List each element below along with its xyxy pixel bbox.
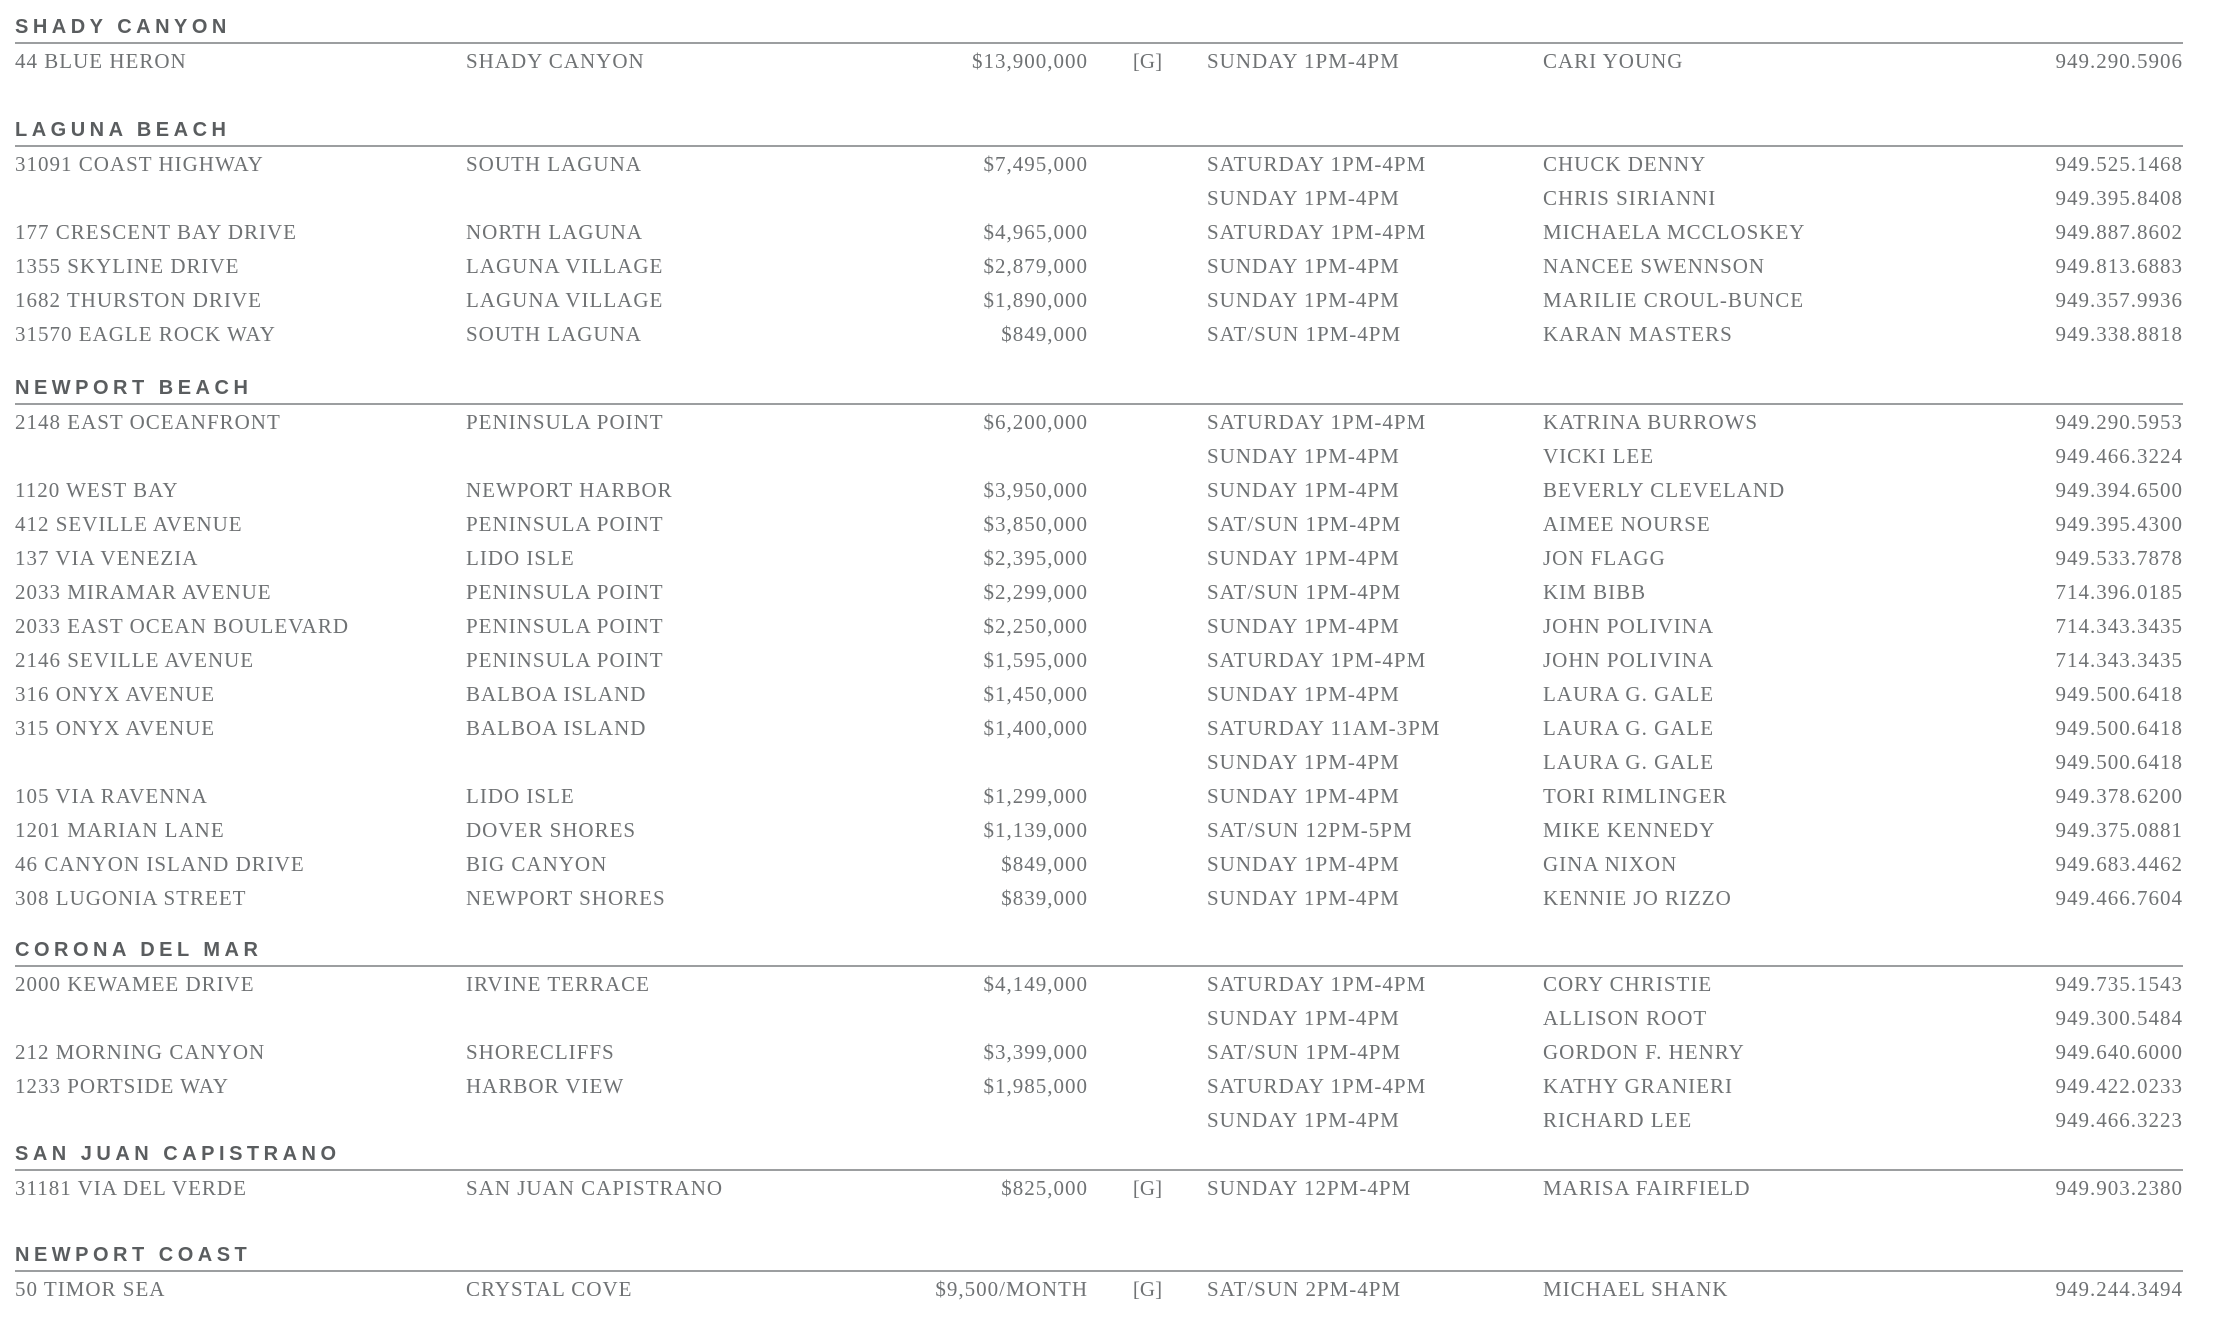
listing-neighborhood: SOUTH LAGUNA bbox=[466, 151, 642, 176]
listing-price: $4,965,000 bbox=[983, 219, 1088, 244]
listing-row bbox=[15, 541, 2183, 575]
listing-row bbox=[15, 575, 2183, 609]
listing-address: 315 ONYX AVENUE bbox=[15, 715, 216, 740]
city-section bbox=[15, 10, 2183, 78]
agent-name: TORI RIMLINGER bbox=[1543, 783, 1728, 808]
agent-name: BEVERLY CLEVELAND bbox=[1543, 477, 1786, 502]
listing-address: 31570 EAGLE ROCK WAY bbox=[15, 321, 276, 346]
listing-neighborhood: BALBOA ISLAND bbox=[466, 681, 647, 706]
listing-neighborhood: SHORECLIFFS bbox=[466, 1039, 615, 1064]
listing-extra-showing-row bbox=[15, 439, 2183, 473]
agent-name: KATHY GRANIERI bbox=[1543, 1073, 1733, 1098]
listing-address: 31181 VIA DEL VERDE bbox=[15, 1175, 247, 1200]
agent-phone: 949.357.9936 bbox=[2055, 287, 2183, 312]
city-section bbox=[15, 933, 2183, 1137]
city-section bbox=[15, 1137, 2183, 1205]
listing-price: $7,495,000 bbox=[983, 151, 1088, 176]
open-house-time: SUNDAY 1PM-4PM bbox=[1207, 545, 1400, 570]
open-house-time: SUNDAY 1PM-4PM bbox=[1207, 783, 1400, 808]
listing-price: $1,400,000 bbox=[983, 715, 1088, 740]
open-house-time: SUNDAY 1PM-4PM bbox=[1207, 613, 1400, 638]
listing-address: 2000 KEWAMEE DRIVE bbox=[15, 971, 255, 996]
listing-row bbox=[15, 1272, 2183, 1306]
listing-row bbox=[15, 283, 2183, 317]
listing-neighborhood: LAGUNA VILLAGE bbox=[466, 287, 664, 312]
city-section-title: NEWPORT COAST bbox=[15, 1238, 2183, 1272]
open-house-time: SUNDAY 1PM-4PM bbox=[1207, 1005, 1400, 1030]
agent-phone: 714.396.0185 bbox=[2055, 579, 2183, 604]
listing-row bbox=[15, 643, 2183, 677]
listing-address: 2146 SEVILLE AVENUE bbox=[15, 647, 255, 672]
listing-price: $1,985,000 bbox=[983, 1073, 1088, 1098]
agent-phone: 949.813.6883 bbox=[2055, 253, 2183, 278]
listing-address: 105 VIA RAVENNA bbox=[15, 783, 208, 808]
listing-price: $1,890,000 bbox=[983, 287, 1088, 312]
listing-address: 308 LUGONIA STREET bbox=[15, 885, 247, 910]
agent-name: RICHARD LEE bbox=[1543, 1107, 1693, 1132]
listing-price: $2,299,000 bbox=[983, 579, 1088, 604]
listing-neighborhood: PENINSULA POINT bbox=[466, 511, 664, 536]
agent-name: ALLISON ROOT bbox=[1543, 1005, 1708, 1030]
agent-name: CARI YOUNG bbox=[1543, 48, 1684, 73]
listing-neighborhood: SHADY CANYON bbox=[466, 48, 645, 73]
agent-name: VICKI LEE bbox=[1543, 443, 1655, 468]
listing-row bbox=[15, 44, 2183, 78]
agent-phone: 949.640.6000 bbox=[2055, 1039, 2183, 1064]
listing-neighborhood: NORTH LAGUNA bbox=[466, 219, 643, 244]
agent-name: LAURA G. GALE bbox=[1543, 749, 1715, 774]
listing-price: $6,200,000 bbox=[983, 409, 1088, 434]
listing-address: 46 CANYON ISLAND DRIVE bbox=[15, 851, 305, 876]
listing-price: $2,395,000 bbox=[983, 545, 1088, 570]
agent-phone: 949.466.3224 bbox=[2055, 443, 2183, 468]
listing-neighborhood: CRYSTAL COVE bbox=[466, 1276, 633, 1301]
listing-row bbox=[15, 881, 2183, 915]
listing-address: 137 VIA VENEZIA bbox=[15, 545, 199, 570]
listing-address: 1201 MARIAN LANE bbox=[15, 817, 225, 842]
listing-price: $3,399,000 bbox=[983, 1039, 1088, 1064]
open-house-time: SATURDAY 11AM-3PM bbox=[1207, 715, 1441, 740]
open-house-time: SUNDAY 1PM-4PM bbox=[1207, 749, 1400, 774]
listing-row bbox=[15, 473, 2183, 507]
agent-phone: 949.887.8602 bbox=[2055, 219, 2183, 244]
listing-neighborhood: LIDO ISLE bbox=[466, 783, 575, 808]
listing-address: 1355 SKYLINE DRIVE bbox=[15, 253, 240, 278]
agent-phone: 949.466.7604 bbox=[2055, 885, 2183, 910]
city-section bbox=[15, 1238, 2183, 1306]
listing-address: 2148 EAST OCEANFRONT bbox=[15, 409, 281, 434]
agent-name: LAURA G. GALE bbox=[1543, 715, 1715, 740]
agent-name: AIMEE NOURSE bbox=[1543, 511, 1711, 536]
listing-price: $13,900,000 bbox=[972, 48, 1088, 73]
agent-phone: 949.290.5906 bbox=[2055, 48, 2183, 73]
listing-address: 2033 EAST OCEAN BOULEVARD bbox=[15, 613, 349, 638]
agent-name: MARISA FAIRFIELD bbox=[1543, 1175, 1751, 1200]
agent-name: MIKE KENNEDY bbox=[1543, 817, 1716, 842]
open-house-time: SUNDAY 1PM-4PM bbox=[1207, 48, 1400, 73]
open-house-time: SUNDAY 1PM-4PM bbox=[1207, 253, 1400, 278]
open-house-time: SATURDAY 1PM-4PM bbox=[1207, 1073, 1427, 1098]
listing-extra-showing-row bbox=[15, 745, 2183, 779]
listing-row bbox=[15, 215, 2183, 249]
listing-price: $839,000 bbox=[1001, 885, 1088, 910]
agent-name: CORY CHRISTIE bbox=[1543, 971, 1713, 996]
open-house-time: SATURDAY 1PM-4PM bbox=[1207, 219, 1427, 244]
open-house-time: SUNDAY 1PM-4PM bbox=[1207, 681, 1400, 706]
agent-name: MICHAELA MCCLOSKEY bbox=[1543, 219, 1806, 244]
listing-neighborhood: NEWPORT HARBOR bbox=[466, 477, 673, 502]
open-house-time: SUNDAY 1PM-4PM bbox=[1207, 287, 1400, 312]
listing-row bbox=[15, 711, 2183, 745]
listing-neighborhood: SAN JUAN CAPISTRANO bbox=[466, 1175, 724, 1200]
city-section-title: SAN JUAN CAPISTRANO bbox=[15, 1137, 2183, 1171]
open-house-time: SAT/SUN 2PM-4PM bbox=[1207, 1276, 1402, 1301]
listing-extra-showing-row bbox=[15, 181, 2183, 215]
listing-address: 177 CRESCENT BAY DRIVE bbox=[15, 219, 298, 244]
agent-name: CHRIS SIRIANNI bbox=[1543, 185, 1717, 210]
agent-phone: 949.903.2380 bbox=[2055, 1175, 2183, 1200]
agent-name: MICHAEL SHANK bbox=[1543, 1276, 1729, 1301]
listing-neighborhood: LIDO ISLE bbox=[466, 545, 575, 570]
listing-row bbox=[15, 847, 2183, 881]
open-house-time: SAT/SUN 1PM-4PM bbox=[1207, 1039, 1402, 1064]
listing-price: $825,000 bbox=[1001, 1175, 1088, 1200]
listing-row bbox=[15, 779, 2183, 813]
agent-name: CHUCK DENNY bbox=[1543, 151, 1707, 176]
listing-neighborhood: PENINSULA POINT bbox=[466, 409, 664, 434]
listing-price: $4,149,000 bbox=[983, 971, 1088, 996]
listing-row bbox=[15, 1035, 2183, 1069]
listing-row bbox=[15, 677, 2183, 711]
listing-price: $3,950,000 bbox=[983, 477, 1088, 502]
city-section-title: SHADY CANYON bbox=[15, 10, 2183, 44]
listing-price: $849,000 bbox=[1001, 321, 1088, 346]
listing-row bbox=[15, 1069, 2183, 1103]
listing-neighborhood: NEWPORT SHORES bbox=[466, 885, 666, 910]
listing-neighborhood: SOUTH LAGUNA bbox=[466, 321, 642, 346]
agent-phone: 949.683.4462 bbox=[2055, 851, 2183, 876]
listing-neighborhood: PENINSULA POINT bbox=[466, 647, 664, 672]
listing-row bbox=[15, 405, 2183, 439]
listing-address: 316 ONYX AVENUE bbox=[15, 681, 216, 706]
listing-neighborhood: DOVER SHORES bbox=[466, 817, 637, 842]
agent-phone: 949.394.6500 bbox=[2055, 477, 2183, 502]
listing-price: $3,850,000 bbox=[983, 511, 1088, 536]
open-house-time: SATURDAY 1PM-4PM bbox=[1207, 647, 1427, 672]
open-house-time: SAT/SUN 1PM-4PM bbox=[1207, 579, 1402, 604]
agent-phone: 949.466.3223 bbox=[2055, 1107, 2183, 1132]
agent-phone: 949.533.7878 bbox=[2055, 545, 2183, 570]
listing-row bbox=[15, 147, 2183, 181]
listing-address: 50 TIMOR SEA bbox=[15, 1276, 166, 1301]
listing-extra-showing-row bbox=[15, 1103, 2183, 1137]
listing-neighborhood: PENINSULA POINT bbox=[466, 579, 664, 604]
open-house-time: SUNDAY 1PM-4PM bbox=[1207, 443, 1400, 468]
agent-phone: 949.500.6418 bbox=[2055, 749, 2183, 774]
listing-price: $9,500/MONTH bbox=[935, 1276, 1088, 1301]
open-house-time: SUNDAY 1PM-4PM bbox=[1207, 885, 1400, 910]
listing-address: 1233 PORTSIDE WAY bbox=[15, 1073, 230, 1098]
agent-phone: 949.500.6418 bbox=[2055, 681, 2183, 706]
agent-name: MARILIE CROUL-BUNCE bbox=[1543, 287, 1805, 312]
agent-phone: 949.422.0233 bbox=[2055, 1073, 2183, 1098]
guest-marker: [G] bbox=[1132, 48, 1163, 73]
listing-address: 412 SEVILLE AVENUE bbox=[15, 511, 243, 536]
open-house-time: SATURDAY 1PM-4PM bbox=[1207, 971, 1427, 996]
agent-phone: 949.395.8408 bbox=[2055, 185, 2183, 210]
open-house-time: SUNDAY 1PM-4PM bbox=[1207, 185, 1400, 210]
open-house-time: SUNDAY 1PM-4PM bbox=[1207, 1107, 1400, 1132]
listing-extra-showing-row bbox=[15, 1001, 2183, 1035]
listing-neighborhood: IRVINE TERRACE bbox=[466, 971, 651, 996]
city-section-title: LAGUNA BEACH bbox=[15, 113, 2183, 147]
listing-neighborhood: PENINSULA POINT bbox=[466, 613, 664, 638]
listing-address: 1682 THURSTON DRIVE bbox=[15, 287, 262, 312]
guest-marker: [G] bbox=[1132, 1276, 1163, 1301]
agent-name: KENNIE JO RIZZO bbox=[1543, 885, 1732, 910]
agent-name: KATRINA BURROWS bbox=[1543, 409, 1759, 434]
listing-row bbox=[15, 967, 2183, 1001]
listing-row bbox=[15, 249, 2183, 283]
listing-neighborhood: BALBOA ISLAND bbox=[466, 715, 647, 740]
agent-phone: 714.343.3435 bbox=[2055, 613, 2183, 638]
agent-name: JON FLAGG bbox=[1543, 545, 1666, 570]
open-house-time: SAT/SUN 12PM-5PM bbox=[1207, 817, 1413, 842]
listing-address: 2033 MIRAMAR AVENUE bbox=[15, 579, 272, 604]
agent-phone: 949.378.6200 bbox=[2055, 783, 2183, 808]
listing-address: 44 BLUE HERON bbox=[15, 48, 187, 73]
agent-phone: 949.300.5484 bbox=[2055, 1005, 2183, 1030]
agent-phone: 949.290.5953 bbox=[2055, 409, 2183, 434]
listing-address: 1120 WEST BAY bbox=[15, 477, 179, 502]
guest-marker: [G] bbox=[1132, 1175, 1163, 1200]
agent-name: JOHN POLIVINA bbox=[1543, 613, 1715, 638]
listing-price: $1,299,000 bbox=[983, 783, 1088, 808]
agent-name: KIM BIBB bbox=[1543, 579, 1647, 604]
listing-price: $2,879,000 bbox=[983, 253, 1088, 278]
agent-phone: 949.244.3494 bbox=[2055, 1276, 2183, 1301]
listing-address: 212 MORNING CANYON bbox=[15, 1039, 266, 1064]
listing-price: $1,595,000 bbox=[983, 647, 1088, 672]
open-house-time: SATURDAY 1PM-4PM bbox=[1207, 409, 1427, 434]
listing-neighborhood: BIG CANYON bbox=[466, 851, 608, 876]
agent-name: GINA NIXON bbox=[1543, 851, 1678, 876]
listing-price: $2,250,000 bbox=[983, 613, 1088, 638]
agent-name: NANCEE SWENNSON bbox=[1543, 253, 1766, 278]
open-house-time: SATURDAY 1PM-4PM bbox=[1207, 151, 1427, 176]
agent-phone: 949.395.4300 bbox=[2055, 511, 2183, 536]
listing-price: $849,000 bbox=[1001, 851, 1088, 876]
open-house-time: SUNDAY 12PM-4PM bbox=[1207, 1175, 1412, 1200]
listing-address: 31091 COAST HIGHWAY bbox=[15, 151, 264, 176]
agent-phone: 949.735.1543 bbox=[2055, 971, 2183, 996]
listing-row bbox=[15, 1171, 2183, 1205]
open-house-time: SUNDAY 1PM-4PM bbox=[1207, 851, 1400, 876]
agent-name: JOHN POLIVINA bbox=[1543, 647, 1715, 672]
city-section bbox=[15, 113, 2183, 351]
agent-phone: 949.338.8818 bbox=[2055, 321, 2183, 346]
city-section bbox=[15, 371, 2183, 915]
agent-name: LAURA G. GALE bbox=[1543, 681, 1715, 706]
agent-phone: 949.375.0881 bbox=[2055, 817, 2183, 842]
agent-name: KARAN MASTERS bbox=[1543, 321, 1733, 346]
agent-phone: 949.500.6418 bbox=[2055, 715, 2183, 740]
city-section-title: NEWPORT BEACH bbox=[15, 371, 2183, 405]
agent-name: GORDON F. HENRY bbox=[1543, 1039, 1745, 1064]
listing-row bbox=[15, 317, 2183, 351]
listing-neighborhood: LAGUNA VILLAGE bbox=[466, 253, 664, 278]
open-house-time: SUNDAY 1PM-4PM bbox=[1207, 477, 1400, 502]
listing-row bbox=[15, 813, 2183, 847]
listing-price: $1,450,000 bbox=[983, 681, 1088, 706]
city-section-title: CORONA DEL MAR bbox=[15, 933, 2183, 967]
listing-row bbox=[15, 507, 2183, 541]
agent-phone: 949.525.1468 bbox=[2055, 151, 2183, 176]
listing-price: $1,139,000 bbox=[983, 817, 1088, 842]
listing-row bbox=[15, 609, 2183, 643]
open-house-time: SAT/SUN 1PM-4PM bbox=[1207, 511, 1402, 536]
open-house-time: SAT/SUN 1PM-4PM bbox=[1207, 321, 1402, 346]
listing-neighborhood: HARBOR VIEW bbox=[466, 1073, 625, 1098]
agent-phone: 714.343.3435 bbox=[2055, 647, 2183, 672]
